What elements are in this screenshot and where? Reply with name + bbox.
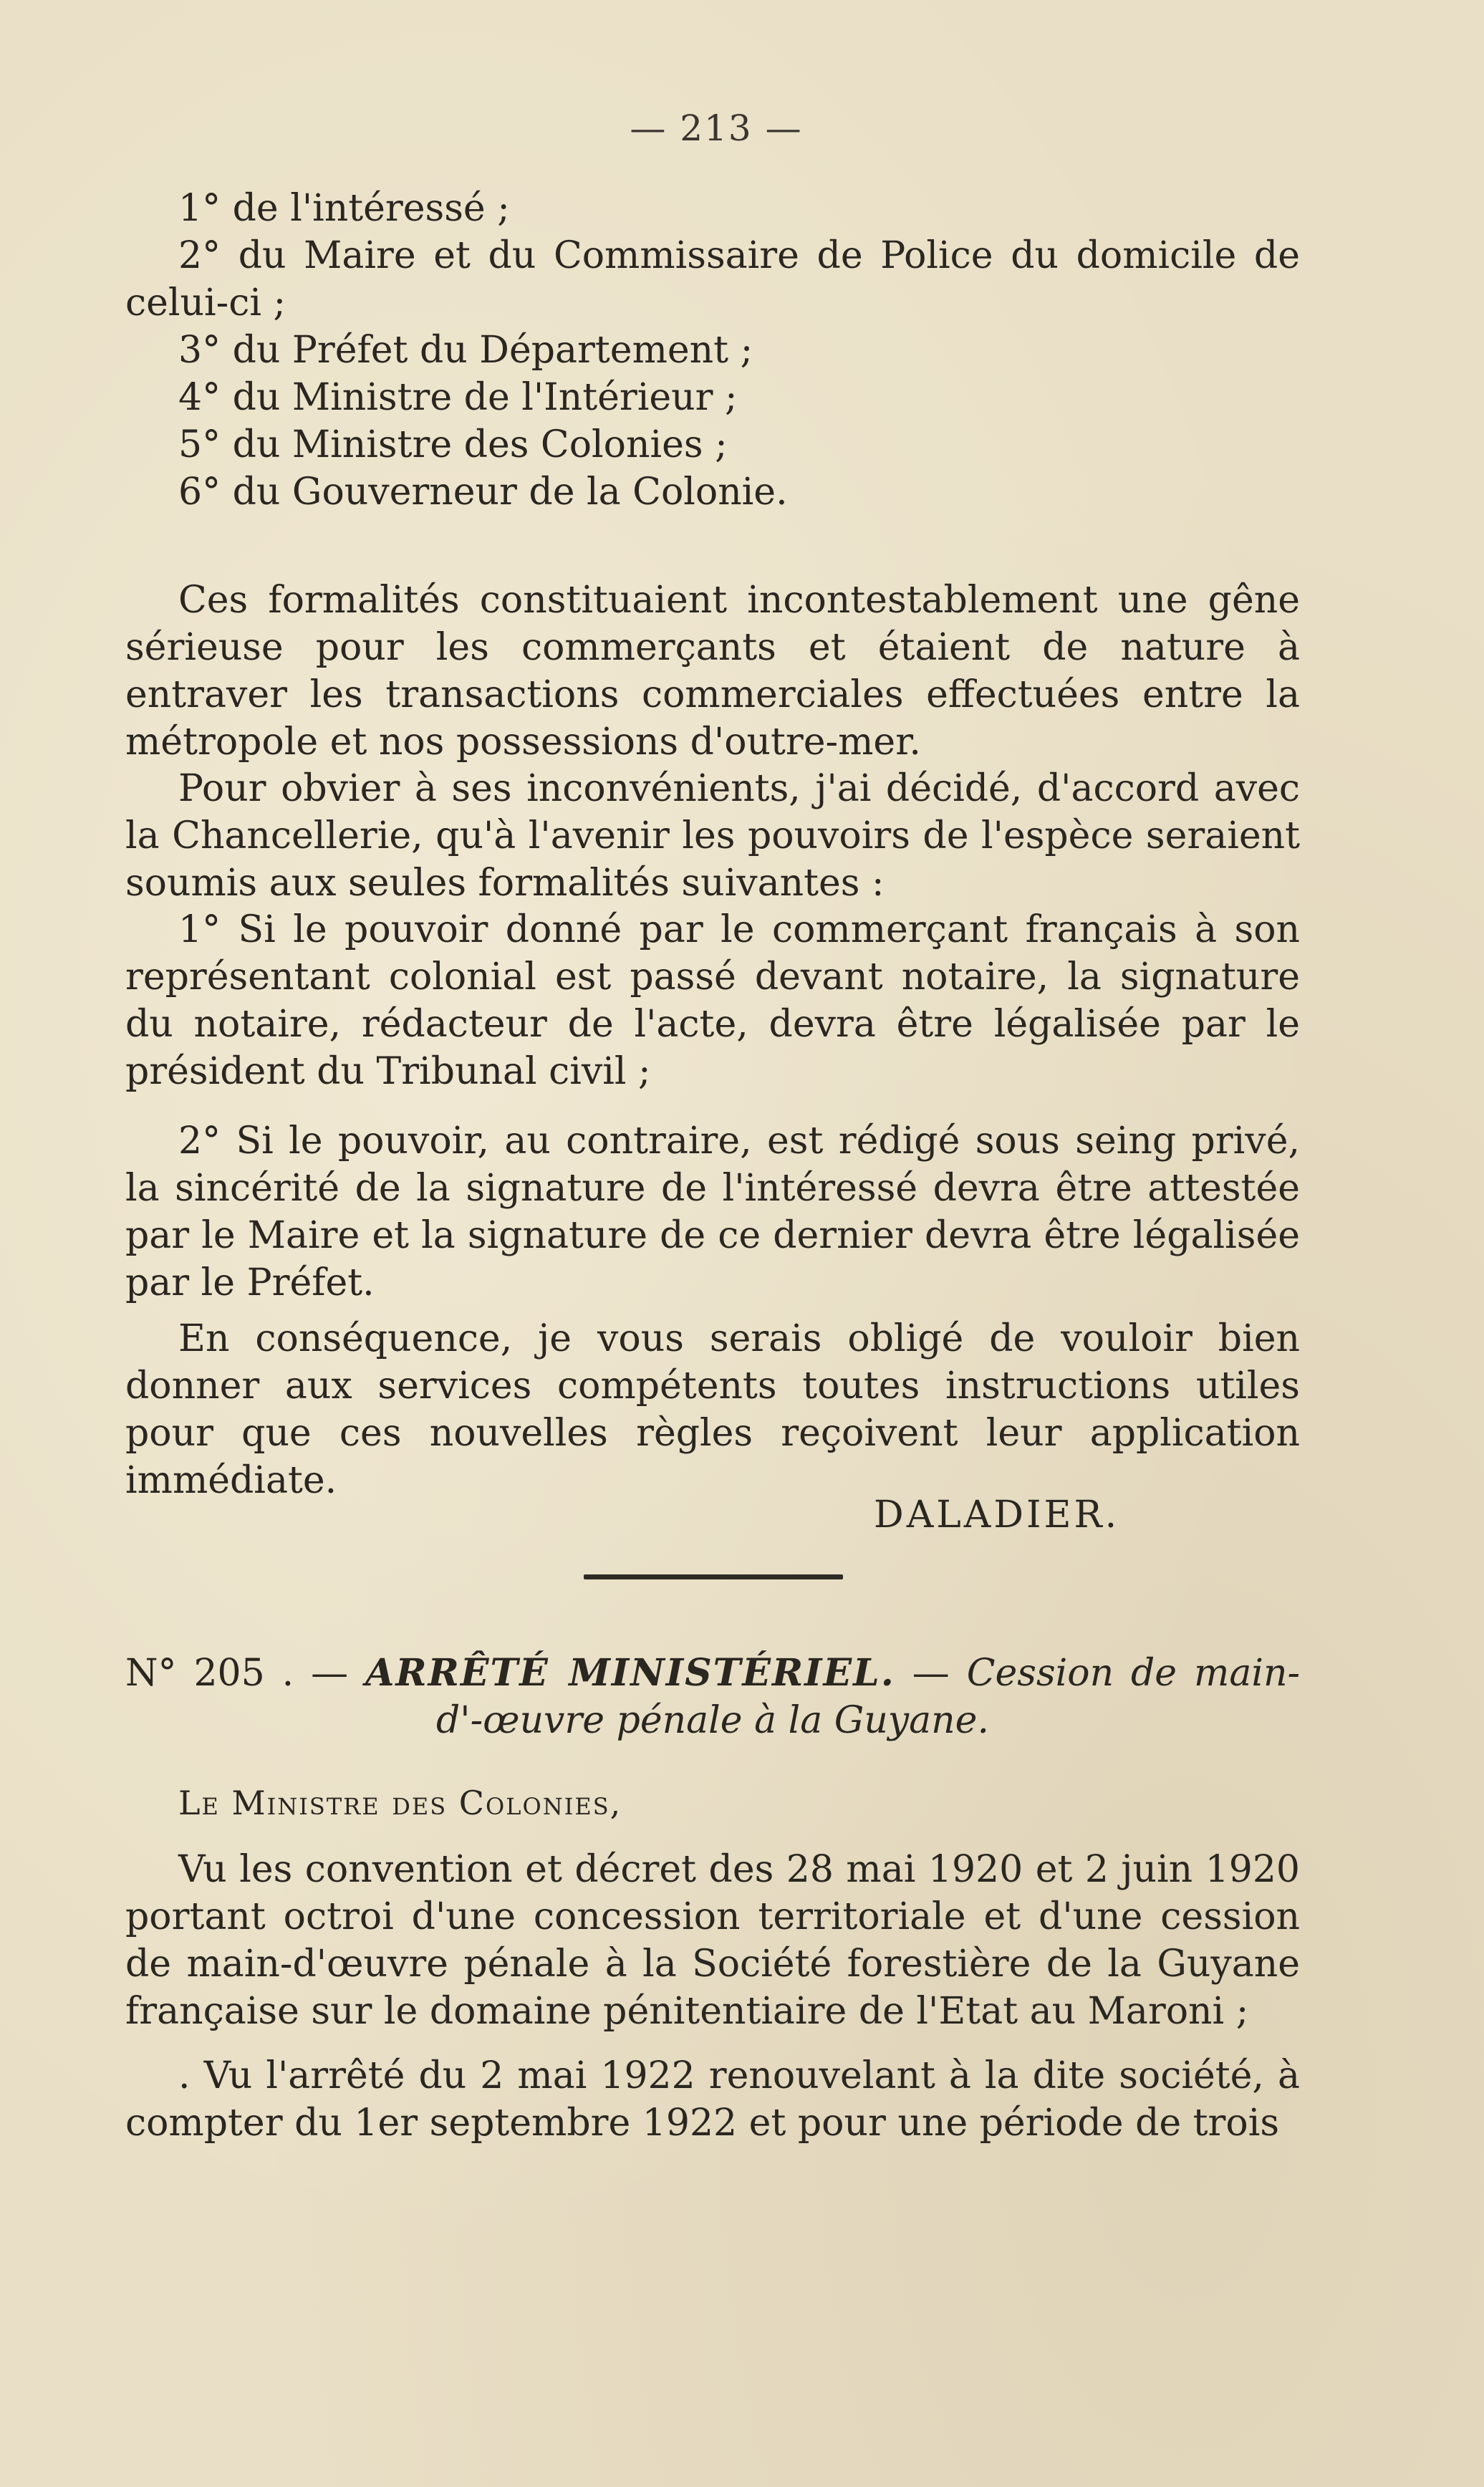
paragraph	[125, 1315, 1300, 1504]
paragraph-text: . Vu l'arrêté du 2 mai 1922 renouvelant à la dite société, à compter du 1er septembre 1922 et pour une période de trois	[125, 2054, 1300, 2145]
paragraph	[125, 1117, 1300, 1307]
arrete-subject: Cession de main-	[966, 1652, 1301, 1695]
paragraph-text: En conséquence, je vous serais obligé de vouloir bien donner aux services compétents toutes instructions utiles pour que ces nouvelles règles reçoivent leur application immédiate.	[125, 1317, 1300, 1502]
arrete-heading-line	[125, 1650, 1300, 1697]
paragraph-text: 2° Si le pouvoir, au contraire, est rédigé sous seing privé, la sincérité de la signature de l'intéressé devra être attestée par le Maire et la signature de ce dernier devra être légalisée par le Préfet.	[125, 1120, 1300, 1304]
paragraph-text: 1° Si le pouvoir donné par le commerçant français à son représentant colonial est passé devant notaire, la signature du notaire, rédacteur de l'acte, devra être légalisée par le président du Tribunal civil ;	[125, 908, 1300, 1093]
list-item: 2° du Maire et du Commissaire de Police du domicile de celui-ci ;	[125, 234, 1300, 324]
arrete-subject-continued: d'-œuvre pénale à la Guyane.	[436, 1699, 989, 1742]
arrete-subject-dash: —	[912, 1652, 950, 1695]
list-item: 3° du Préfet du Département ;	[178, 329, 753, 372]
paragraph-text: Ces formalités constituaient incontestablement une gêne sérieuse pour les commerçants et étaient de nature à entraver les transactions commerciales effectuées entre la métropole et nos possessions d'outre-mer.	[125, 579, 1300, 764]
paragraph	[125, 906, 1300, 1095]
authority-list	[125, 185, 1300, 516]
paragraph-text: Pour obvier à ses inconvénients, j'ai décidé, d'accord avec la Chancellerie, qu'à l'avenir les pouvoirs de l'espèce seraient soumis aux seules formalités suivantes :	[125, 767, 1300, 905]
list-item: 1° de l'intéressé ;	[178, 187, 510, 230]
paragraph	[125, 1846, 1300, 2035]
paragraph	[125, 577, 1300, 766]
arrete-dash: —	[311, 1652, 349, 1695]
arrete-heading	[125, 1650, 1300, 1744]
paragraph	[125, 765, 1300, 907]
arrete-number: N° 205 .	[125, 1652, 294, 1695]
list-item: 4° du Ministre de l'Intérieur ;	[178, 376, 738, 419]
arrete-title: ARRÊTÉ MINISTÉRIEL.	[365, 1651, 895, 1695]
list-item: 5° du Ministre des Colonies ;	[178, 423, 728, 466]
paragraph	[125, 2052, 1300, 2147]
page-number: — 213 —	[630, 107, 803, 149]
paragraph-text: Vu les convention et décret des 28 mai 1920 et 2 juin 1920 portant octroi d'une concession territoriale et d'une cession de main-d'œuvre pénale à la Société forestière de la Guyane française sur le domaine pénitentiaire de l'Etat au Maroni ;	[125, 1848, 1300, 2033]
section-divider	[584, 1574, 843, 1579]
list-item: 6° du Gouverneur de la Colonie.	[178, 471, 788, 514]
minister-heading: Le Ministre des Colonies,	[178, 1784, 622, 1822]
signature: DALADIER.	[874, 1493, 1120, 1536]
